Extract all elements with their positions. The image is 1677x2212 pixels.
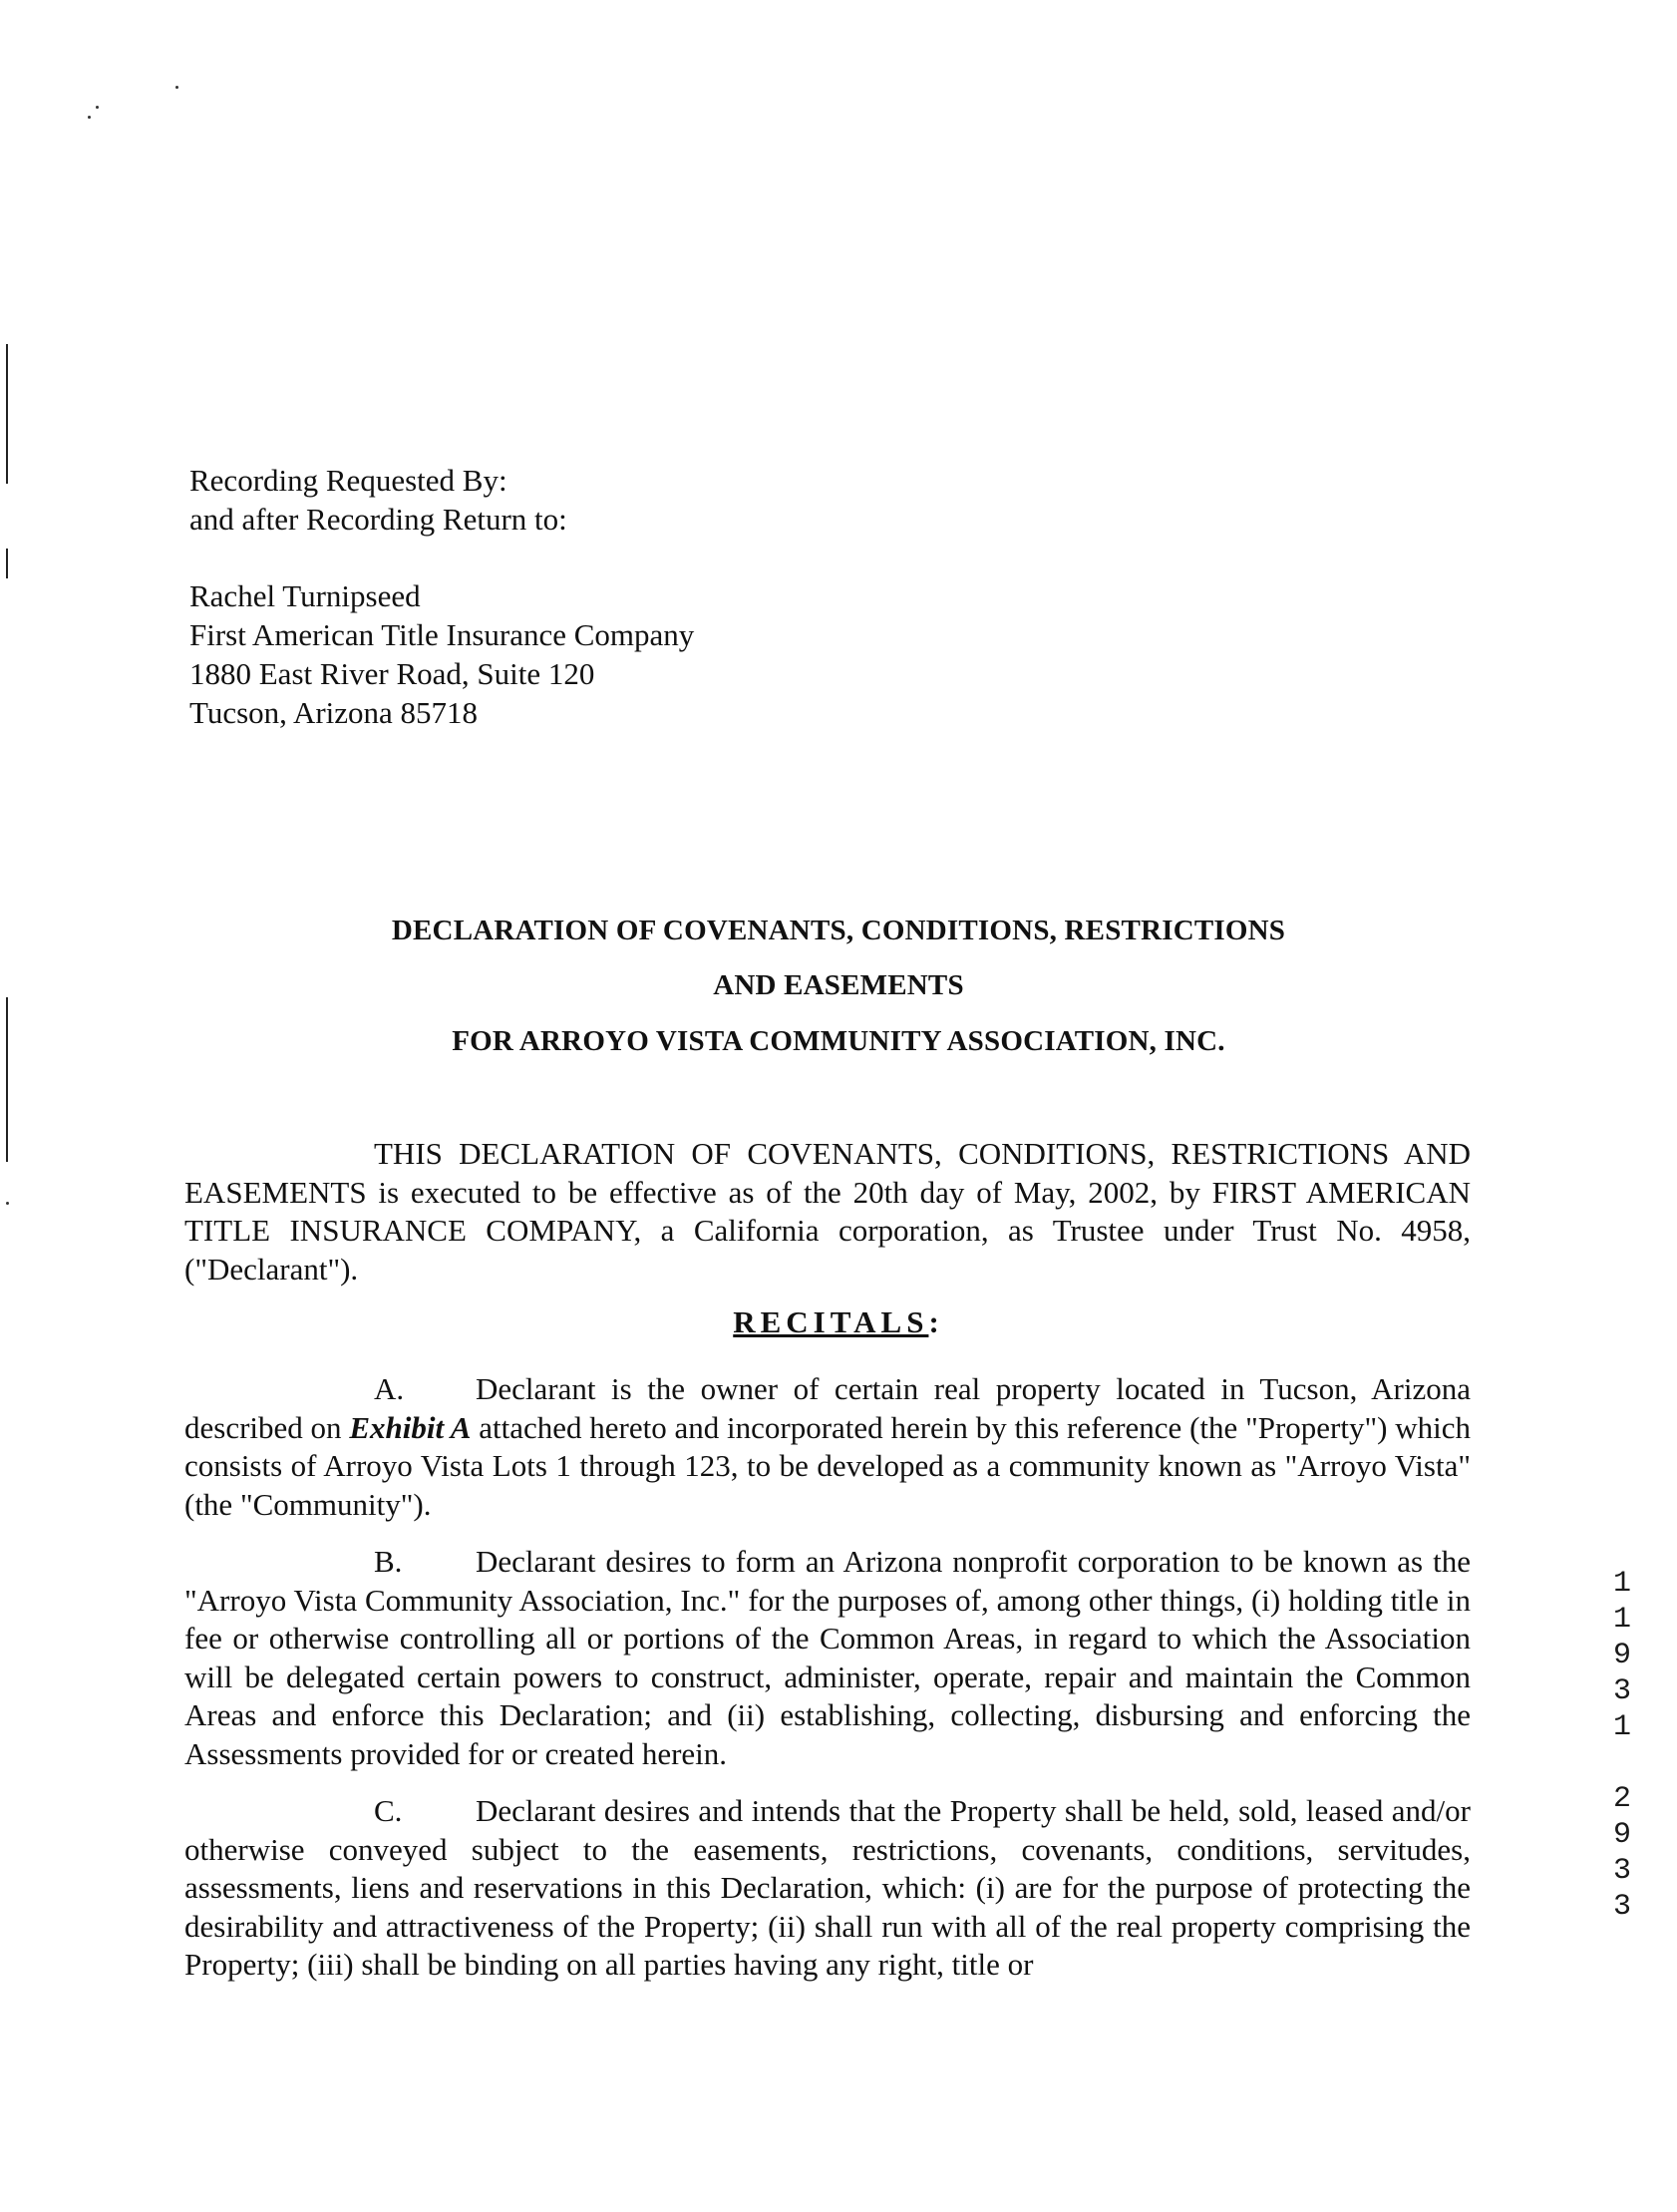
recording-block (189, 461, 694, 732)
stamp-digit: 9 (1612, 1639, 1631, 1672)
recording-return-to: and after Recording Return to: (189, 502, 567, 537)
exhibit-reference: Exhibit A (349, 1409, 472, 1445)
stamp-digit: 9 (1612, 1818, 1631, 1852)
stamp-digit: 1 (1612, 1710, 1631, 1744)
recital-a-text-after: attached hereto and incorporated herein by this reference (the "Property") which consists of Arroyo Vista Lots 1 through 123, to be developed as a community known as "Arroyo Vista" (the "Community"). (184, 1409, 1471, 1522)
recital-a (184, 1370, 1471, 1524)
stamp-digit: 2 (1612, 1782, 1631, 1816)
scan-speck (88, 116, 91, 119)
intro-paragraph: THIS DECLARATION OF COVENANTS, CONDITIONS, RESTRICTIONS AND EASEMENTS is executed to be effective as of the 20th day of May, 2002, by FIRST AMERICAN TITLE INSURANCE COMPANY, a California corporation, as Trustee under Trust No. 4958, ("Declarant"). (184, 1136, 1471, 1287)
stamp-digit: 3 (1612, 1890, 1631, 1924)
recital-b (184, 1543, 1471, 1773)
return-company: First American Title Insurance Company (189, 617, 695, 652)
recitals-heading (0, 1304, 1677, 1340)
return-name: Rachel Turnipseed (189, 578, 421, 613)
scan-speck (96, 106, 99, 109)
recitals-heading-text: RECITALS (733, 1304, 929, 1339)
recital-c (184, 1792, 1471, 1985)
recording-stamp-number (1607, 1566, 1637, 1925)
recitals-heading-colon: : (928, 1304, 944, 1339)
stamp-digit: 3 (1612, 1674, 1631, 1708)
recital-label: A. (374, 1371, 405, 1406)
scan-speck (175, 86, 178, 89)
title-line-1: DECLARATION OF COVENANTS, CONDITIONS, RESTRICTIONS (391, 915, 1286, 946)
stamp-digit: 1 (1612, 1603, 1631, 1637)
scan-edge-mark (6, 344, 8, 484)
stamp-digit: 1 (1612, 1567, 1631, 1601)
recording-requested-by: Recording Requested By: (189, 463, 507, 498)
title-line-3: FOR ARROYO VISTA COMMUNITY ASSOCIATION, INC. (452, 1025, 1225, 1057)
return-street: 1880 East River Road, Suite 120 (189, 656, 595, 691)
return-city: Tucson, Arizona 85718 (189, 695, 479, 730)
recital-label: B. (374, 1544, 403, 1579)
recital-a-text-before: Declarant is the owner of certain real property located in Tucson, Arizona described on (184, 1371, 1471, 1445)
title-line-2: AND EASEMENTS (713, 969, 964, 1001)
recital-c-text: Declarant desires and intends that the Property shall be held, sold, leased and/or otherwise conveyed subject to the easements, restrictions, covenants, conditions, servitudes, assessments, liens and reservations in this Declaration, which: (i) are for the purpose of protecting the desirability and attractiveness of the Property; (ii) shall run with all of the real property comprising the Property; (iii) shall be binding on all parties having any right, title or (184, 1793, 1471, 1982)
recital-b-text: Declarant desires to form an Arizona nonprofit corporation to be known as the "Arroyo Vista Community Association, Inc." for the purposes of, among other things, (i) holding title in fee or otherwise controlling all or portions of the Common Areas, in regard to which the Association will be delegated certain powers to construct, administer, operate, repair and maintain the Common Areas and enforce this Declaration; and (ii) establishing, collecting, disbursing and enforcing the Assessments provided for or created herein. (184, 1544, 1471, 1771)
scan-edge-mark (6, 997, 8, 1162)
scan-speck (6, 1202, 9, 1205)
recital-label: C. (374, 1793, 403, 1828)
stamp-digit: 3 (1612, 1854, 1631, 1888)
scan-edge-mark (6, 549, 8, 578)
stamp-digit (1607, 1745, 1637, 1781)
